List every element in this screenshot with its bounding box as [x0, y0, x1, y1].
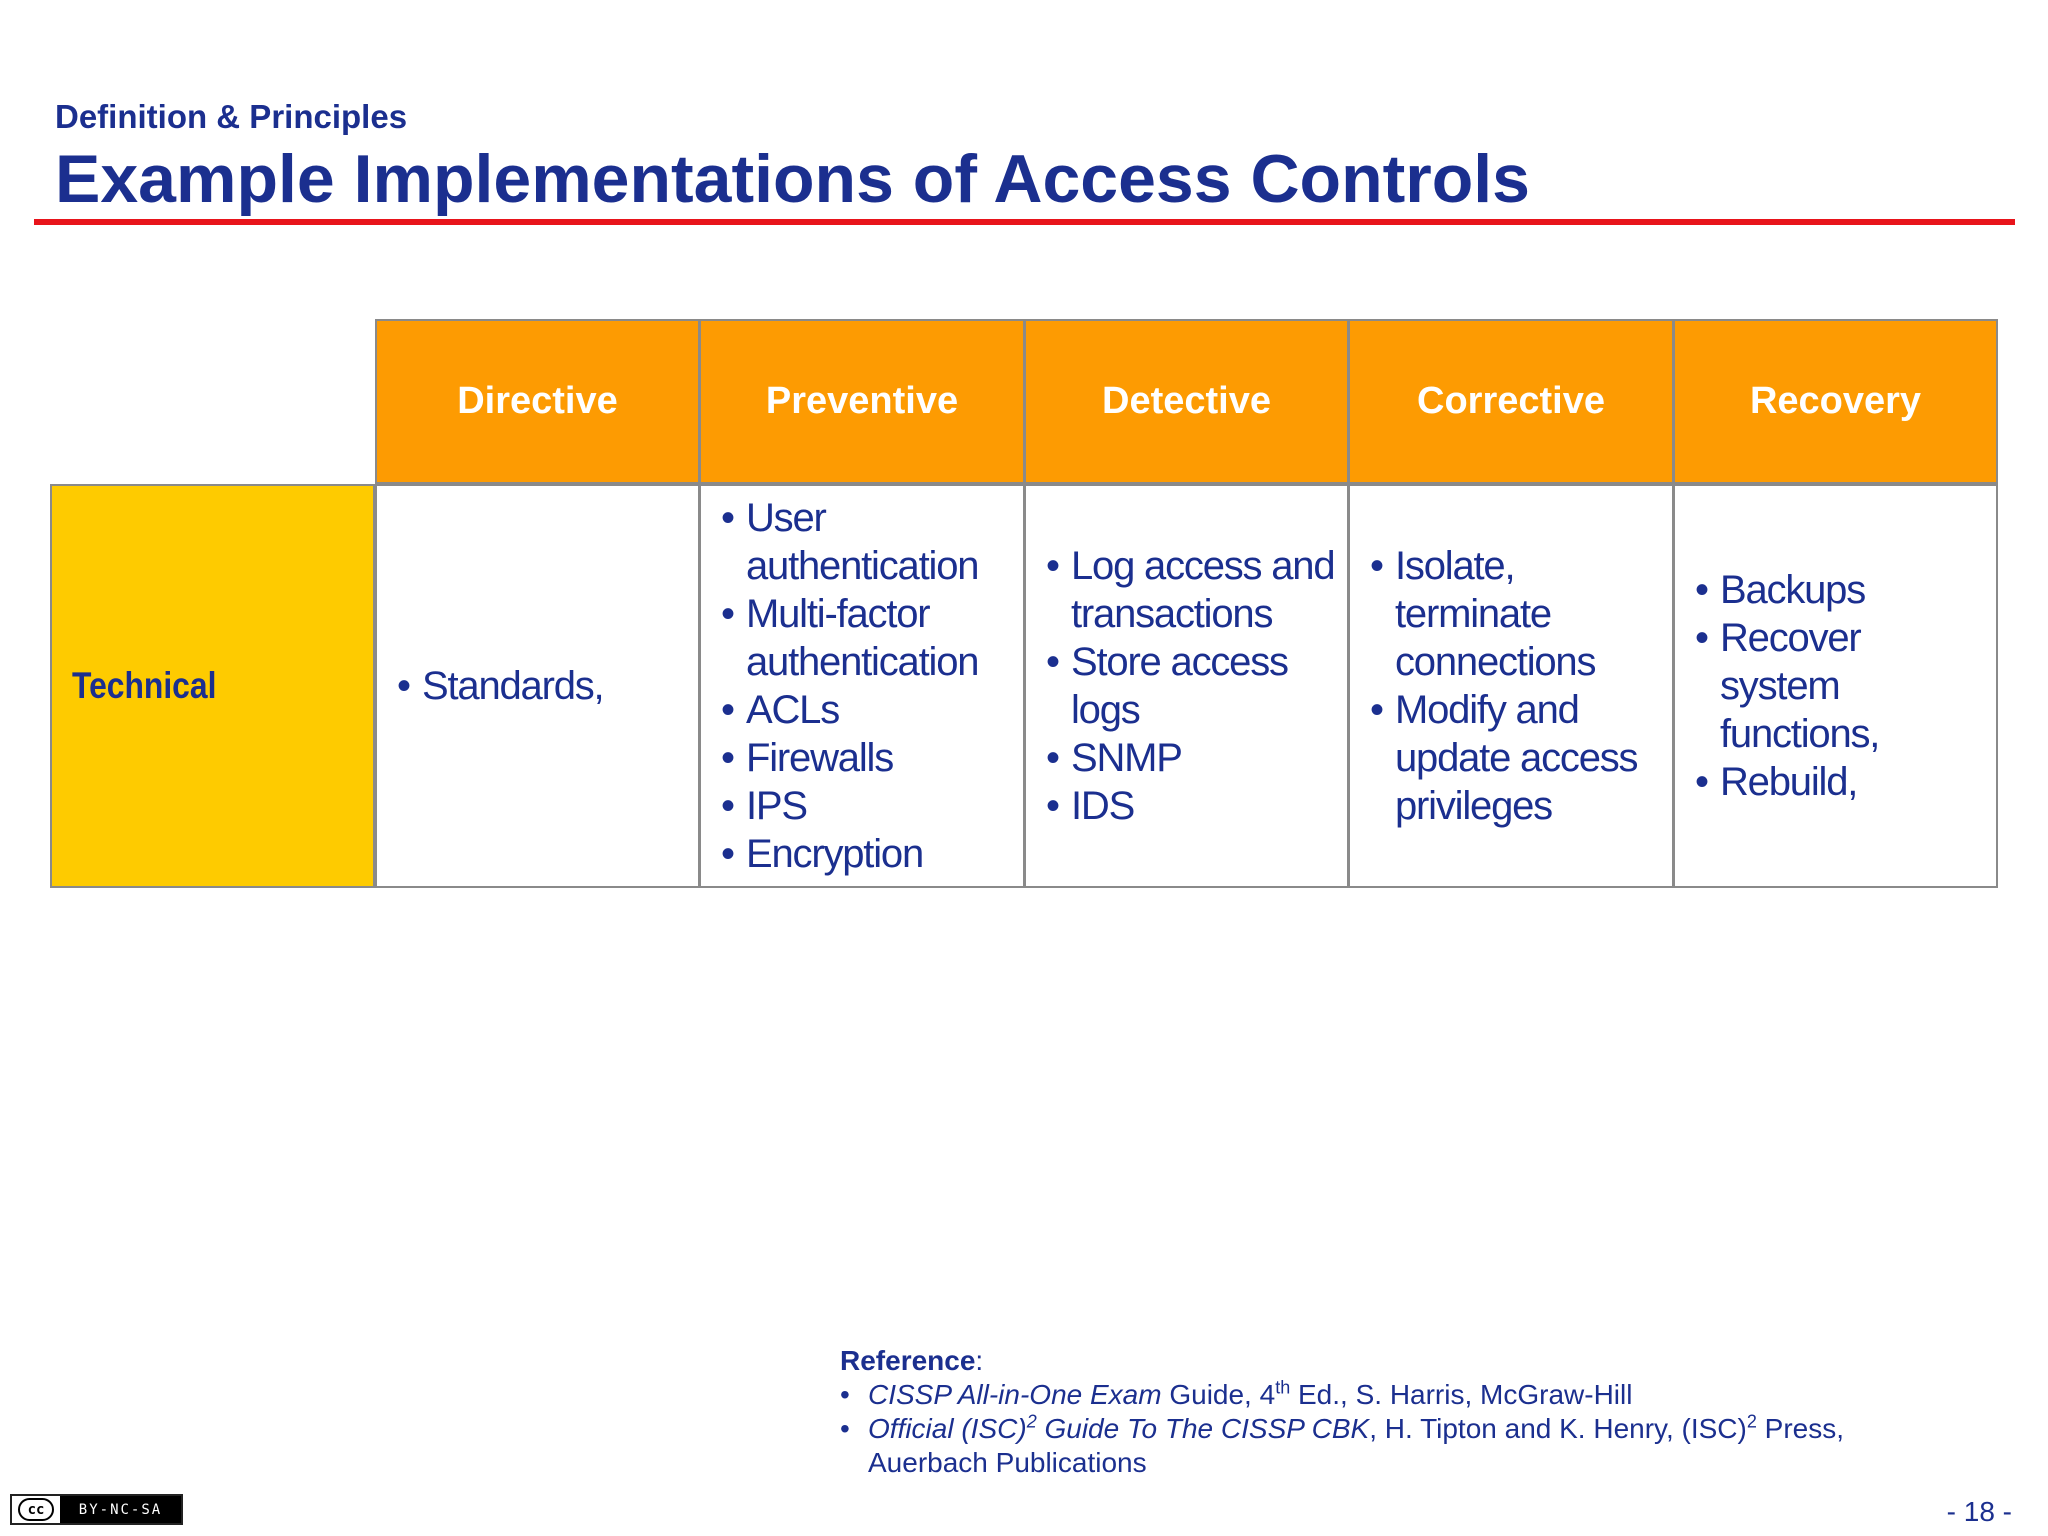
page-number: - 18 - — [1946, 1496, 2012, 1527]
section-label: Definition & Principles — [55, 98, 408, 135]
list-item: • SNMP — [1046, 736, 1182, 780]
cell-list — [1370, 542, 1662, 830]
cell-list — [721, 494, 1013, 878]
cell-directive — [375, 484, 700, 888]
cell-recovery — [1673, 484, 1998, 888]
cell-preventive — [699, 484, 1025, 888]
reference-block — [840, 1344, 1960, 1480]
column-header-detective — [1024, 319, 1349, 484]
reference-item: • CISSP All-in-One Exam Guide, 4th Ed., S. Harris, McGraw-Hill — [840, 1377, 1633, 1410]
list-item: • Store access logs — [1046, 640, 1288, 732]
list-item: • ACLs — [721, 688, 840, 732]
cell-corrective — [1348, 484, 1674, 888]
list-item: • Multi-factor authentication — [721, 592, 979, 684]
row-header-label: Technical — [72, 665, 217, 706]
cc-icon: cc — [18, 1498, 54, 1521]
column-header-preventive — [699, 319, 1025, 484]
list-item: • IDS — [1046, 784, 1135, 828]
cell-detective — [1024, 484, 1349, 888]
column-header-corrective — [1348, 319, 1674, 484]
cell-list — [1046, 542, 1337, 830]
list-item: • Standards, — [397, 664, 604, 708]
list-item: • Rebuild, — [1695, 760, 1858, 804]
list-item: • Log access and transactions — [1046, 544, 1335, 636]
list-item: • IPS — [721, 784, 807, 828]
column-header-label: Recovery — [1749, 380, 1922, 422]
list-item: • Isolate, terminate connections — [1370, 544, 1596, 684]
reference-heading: Reference: — [840, 1345, 984, 1376]
license-label: BY-NC-SA — [60, 1496, 181, 1523]
creative-commons-badge — [10, 1494, 183, 1525]
cell-list — [397, 662, 603, 710]
cell-list — [1695, 566, 1986, 806]
column-header-recovery — [1673, 319, 1998, 484]
list-item: • Encryption — [721, 832, 923, 876]
column-header-label: Directive — [457, 380, 618, 422]
list-item: • Modify and update access privileges — [1370, 688, 1638, 828]
list-item: • Recover system functions, — [1695, 616, 1880, 756]
slide-title: Example Implementations of Access Controls — [55, 141, 1530, 217]
column-header-label: Detective — [1102, 380, 1271, 422]
reference-item: • Official (ISC)$^2$ Guide To The CISSP CBK, H. Tipton and K. Henry, (ISC)$^2$ Press, Auerbach Publications — [840, 1411, 1845, 1478]
column-header-label: Corrective — [1417, 380, 1605, 422]
reference-list — [840, 1378, 1960, 1480]
column-header-directive — [375, 319, 700, 484]
list-item: • Backups — [1695, 568, 1866, 612]
row-header-technical — [50, 484, 375, 888]
list-item: • Firewalls — [721, 736, 893, 780]
title-divider — [34, 219, 2015, 225]
column-header-label: Preventive — [765, 380, 959, 422]
list-item: • User authentication — [721, 496, 979, 588]
